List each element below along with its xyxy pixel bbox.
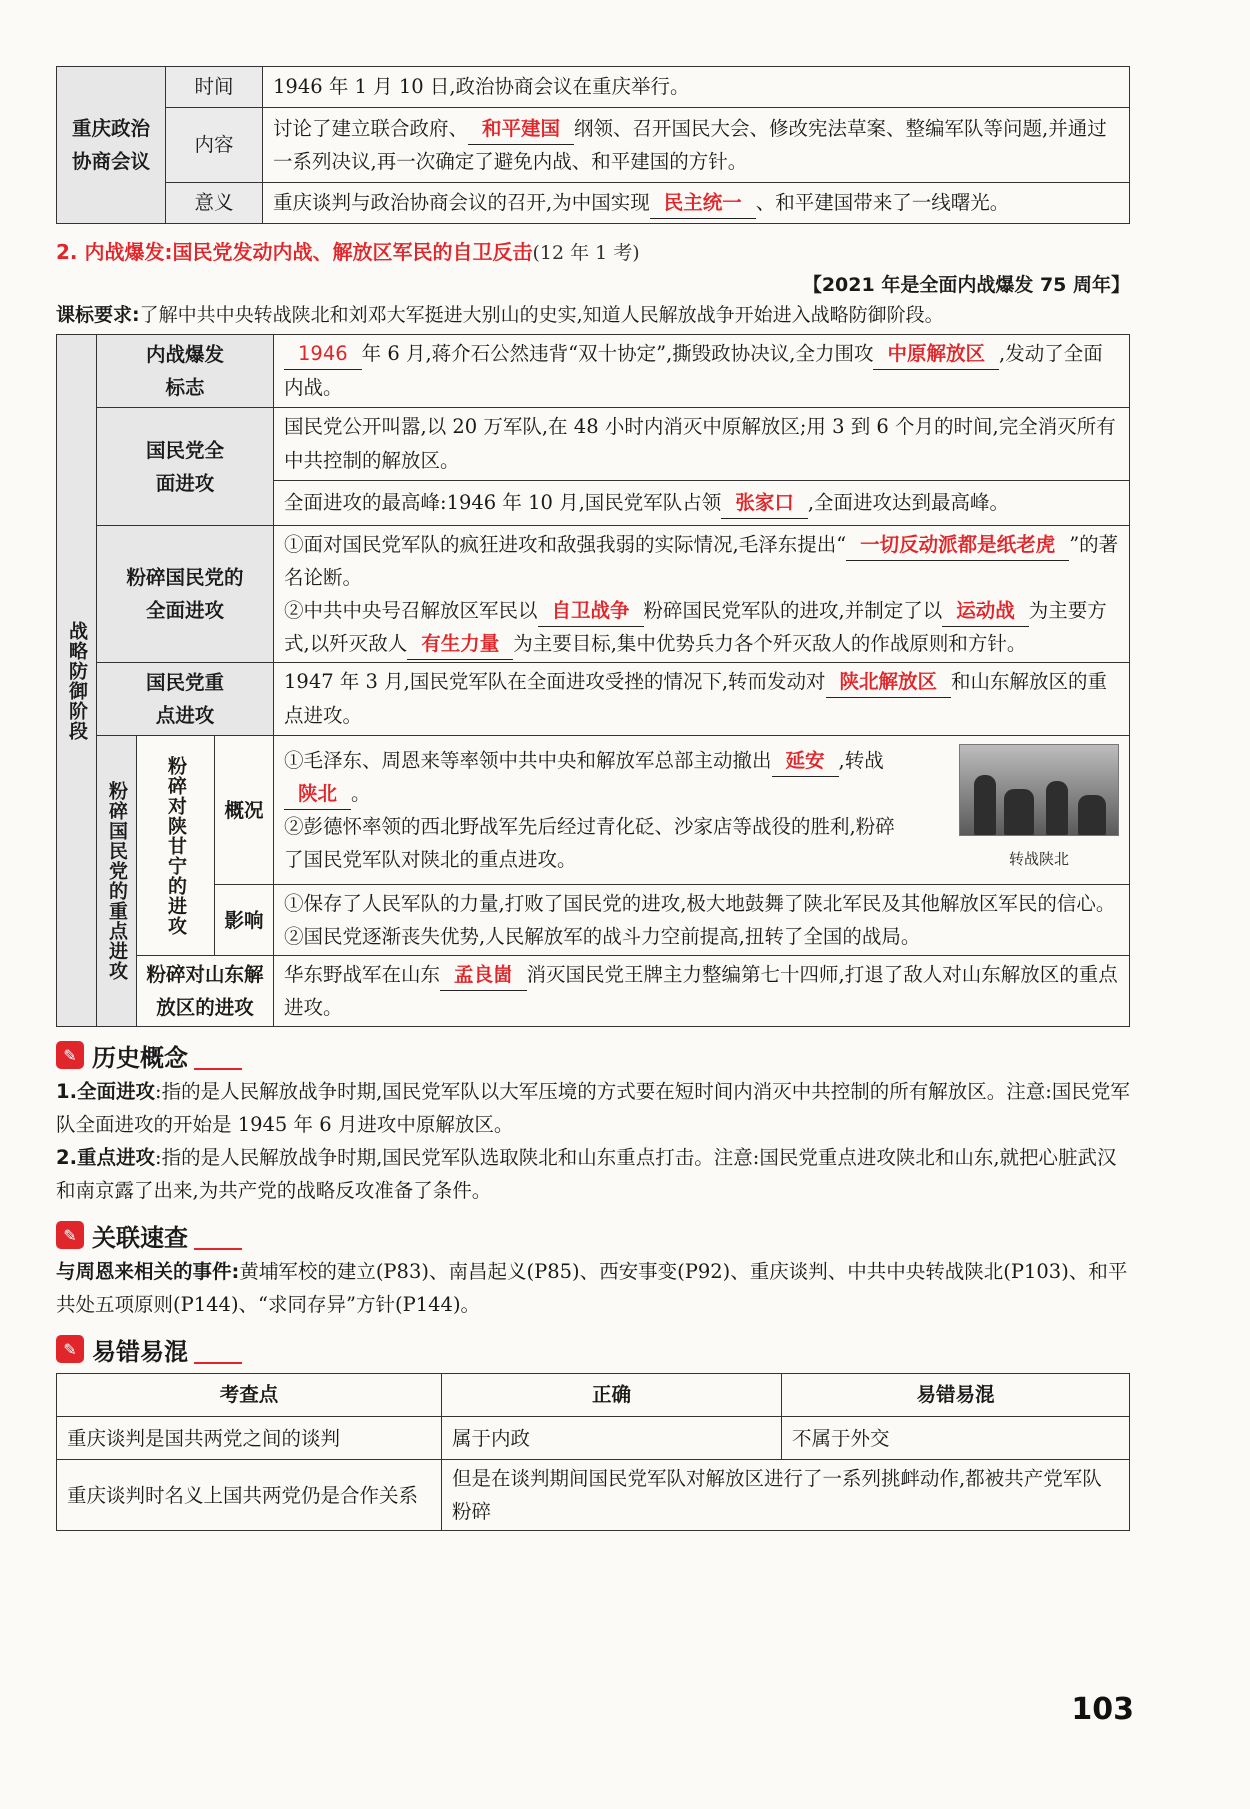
col-header: 易错易混 — [782, 1374, 1130, 1417]
table-row: 重庆谈判是国共两党之间的谈判 属于内政 不属于外交 — [57, 1417, 1130, 1460]
impact-label: 影响 — [215, 885, 274, 956]
col-header: 正确 — [442, 1374, 782, 1417]
page-number: 103 — [1071, 1692, 1134, 1727]
concept-item-1: 1.全面进攻:指的是人民解放战争时期,国民党军队以大军压境的方式要在短时间内消灭中共控制的所有解放区。注意:国民党军队全面进攻的开始是 1945 年 6 月进攻中原解放区。 — [56, 1080, 1130, 1136]
impact-text: ①保存了人民军队的力量,打败了国民党的进攻,极大地鼓舞了陕北军民及其他解放区军民的信心。 ②国民党逐渐丧失优势,人民解放军的战斗力空前提高,扭转了全国的战局。 — [274, 885, 1130, 956]
answer-fill: 和平建国 — [468, 114, 574, 145]
answer-fill: 孟良崮 — [440, 960, 527, 991]
civil-war-table — [56, 334, 1130, 1027]
outbreak-text: 1946 年 6 月,蒋介石公然违背“双十协定”,撕毁政协决议,全力围攻 中原解放区 ,发动了全面内战。 — [274, 335, 1130, 408]
answer-fill: 张家口 — [721, 488, 808, 519]
shandong-label: 粉碎对山东解放区的进攻 — [137, 956, 274, 1027]
answer-fill: 中原解放区 — [873, 339, 999, 370]
answer-fill: 自卫战争 — [538, 596, 644, 627]
outbreak-label: 内战爆发标志 — [97, 335, 274, 408]
smash-full-label: 粉碎国民党的全面进攻 — [97, 526, 274, 663]
answer-fill: 延安 — [772, 746, 839, 777]
answer-fill: 运动战 — [942, 596, 1029, 627]
concept-item-2: 2.重点进攻:指的是人民解放战争时期,国民党军队选取陕北和山东重点打击。注意:国民党重点进攻陕北和山东,就把心脏武汉和南京露了出来,为共产党的战略反攻准备了条件。 — [56, 1146, 1117, 1202]
historical-photo — [959, 744, 1119, 836]
row-label-significance: 意义 — [166, 183, 263, 224]
answer-fill: 陕北 — [284, 779, 351, 810]
overview-text: ①毛泽东、周恩来等率领中共中央和解放军总部主动撤出 延安 ,转战陕北 。 ②彭德怀率领的西北野战军先后经过青化砭、沙家店等战役的胜利,粉碎了国民党军队对陕北的重点进攻。 转战陕北 — [274, 736, 1130, 885]
row-label-content: 内容 — [166, 108, 263, 183]
photo-caption: 转战陕北 — [1008, 850, 1069, 868]
shaanxi-label: 粉碎对陕甘宁的进攻 — [137, 736, 215, 956]
pencil-icon: ✎ — [56, 1221, 84, 1249]
row-content-text: 讨论了建立联合政府、 和平建国 纲领、召开国民大会、修改宪法草案、整编军队等问题,并通过一系列决议,再一次确定了避免内战、和平建国的方针。 — [263, 108, 1130, 183]
stage-label: 战略防御阶段 — [57, 335, 97, 1027]
col-header: 考查点 — [57, 1374, 442, 1417]
answer-fill: 一切反动派都是纸老虎 — [846, 530, 1069, 561]
full-attack-text: 国民党公开叫嚣,以 20 万军队,在 48 小时内消灭中原解放区;用 3 到 6 个月的时间,完全消灭所有中共控制的解放区。 — [274, 408, 1130, 481]
page-content — [56, 66, 1130, 1531]
pencil-icon: ✎ — [56, 1041, 84, 1069]
key-attack-text: 1947 年 3 月,国民党军队在全面进攻受挫的情况下,转而发动对 陕北解放区 和山东解放区的重点进攻。 — [274, 663, 1130, 736]
row-significance-text: 重庆谈判与政治协商会议的召开,为中国实现 民主统一 、和平建国带来了一线曙光。 — [263, 183, 1130, 224]
table-row: 重庆谈判时名义上国共两党仍是合作关系 但是在谈判期间国民党军队对解放区进行了一系列挑衅动作,都被共产党军队粉碎 — [57, 1460, 1130, 1531]
concepts-heading: ✎ 历史概念 — [56, 1035, 1130, 1075]
related-text: 与周恩来相关的事件:黄埔军校的建立(P83)、南昌起义(P85)、西安事变(P92)、重庆谈判、中共中央转战陕北(P103)、和平共处五项原则(P144)、“求同存异”方针(P144)。 — [56, 1260, 1128, 1316]
mistakes-table — [56, 1373, 1130, 1531]
curriculum-requirement: 课标要求:了解中共中央转战陕北和刘邓大军挺进大别山的史实,知道人民解放战争开始进入战略防御阶段。 — [56, 304, 944, 326]
section-title: 2. 内战爆发:国民党发动内战、解放区军民的自卫反击(12 年 1 考) — [56, 240, 640, 264]
row-label-time: 时间 — [166, 67, 263, 108]
answer-fill: 陕北解放区 — [826, 667, 952, 698]
key-attack-label: 国民党重点进攻 — [97, 663, 274, 736]
smash-full-text: ①面对国民党军队的疯狂进攻和敌强我弱的实际情况,毛泽东提出“ 一切反动派都是纸老虎 ”的著名论断。 ②中共中央号召解放区军民以 自卫战争 粉碎国民党军队的进攻,并制定了以 运动战 为主要方式,以歼灭敌人 有生力量 为主要目标,集中优势兵力各个歼灭敌人的作战原则和方针。 — [274, 526, 1130, 663]
mistakes-heading: ✎ 易错易混 — [56, 1329, 1130, 1369]
full-attack-label: 国民党全面进攻 — [97, 408, 274, 526]
overview-label: 概况 — [215, 736, 274, 885]
shandong-text: 华东野战军在山东 孟良崮 消灭国民党王牌主力整编第七十四师,打退了敌人对山东解放区的重点进攻。 — [274, 956, 1130, 1027]
row-time-text: 1946 年 1 月 10 日,政治协商会议在重庆举行。 — [263, 67, 1130, 108]
answer-fill: 有生力量 — [407, 629, 513, 660]
pencil-icon: ✎ — [56, 1335, 84, 1363]
chongqing-conference-table — [56, 66, 1130, 224]
related-heading: ✎ 关联速查 — [56, 1215, 1130, 1255]
group-label: 重庆政治协商会议 — [57, 67, 166, 224]
anniversary-note: 【2021 年是全面内战爆发 75 周年】 — [802, 274, 1130, 296]
answer-fill: 民主统一 — [650, 188, 756, 219]
smash-key-label: 粉碎国民党的重点进攻 — [97, 736, 137, 1027]
answer-fill: 1946 — [284, 339, 362, 370]
full-attack-peak: 全面进攻的最高峰:1946 年 10 月,国民党军队占领 张家口 ,全面进攻达到最高峰。 — [274, 481, 1130, 526]
photo-block — [959, 744, 1119, 876]
